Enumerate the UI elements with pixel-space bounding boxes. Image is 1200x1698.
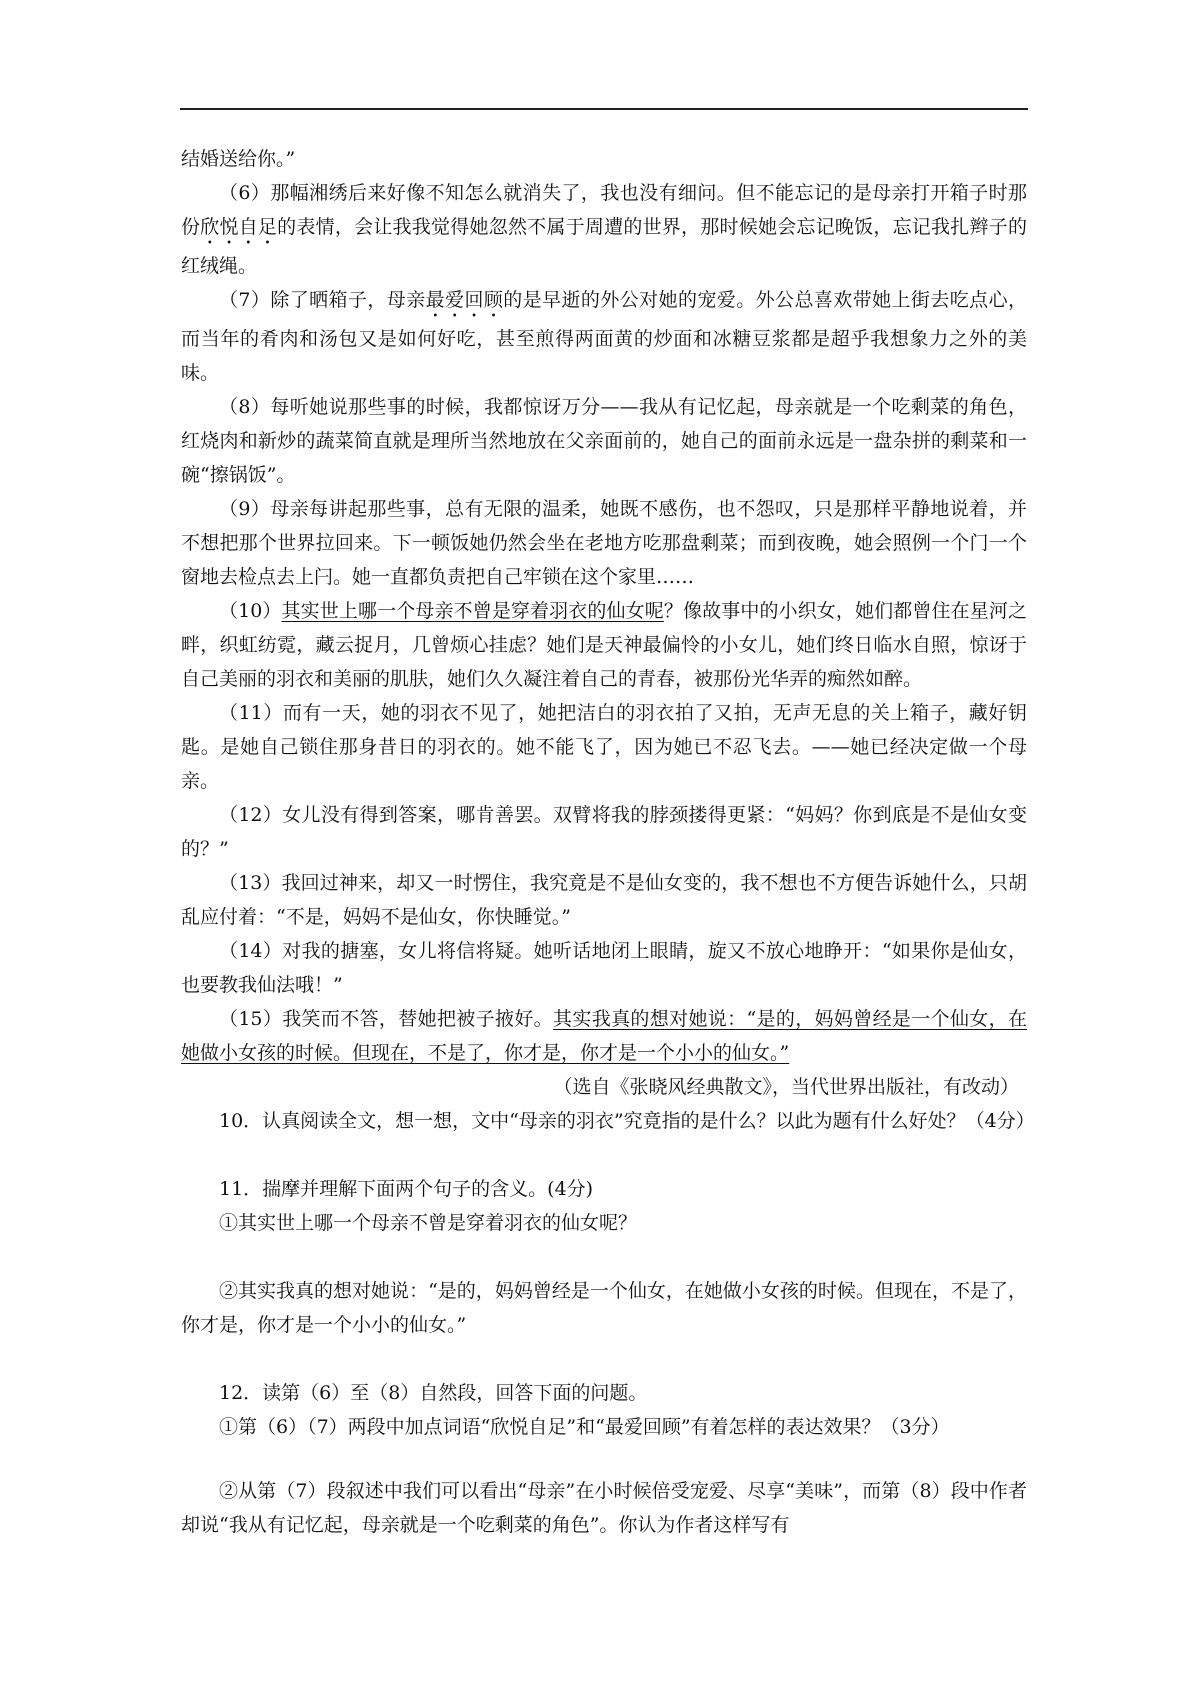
question-11-item-2: ②其实我真的想对她说：“是的，妈妈曾经是一个仙女，在她做小女孩的时候。但现在，不是了，你才是，你才是一个小小的仙女。” — [181, 1280, 1027, 1336]
paragraph-6 — [181, 176, 1027, 283]
paragraph-9: （9）母亲每讲起那些事，总有无限的温柔，她既不感伤，也不怨叹，只是那样平静地说着，并不想把那个世界拉回来。下一顿饭她仍然会坐在老地方吃那盘剩菜；而到夜晚，她会照例一个门一个窗地去检点去上闩。她一直都负责把自己牢锁在这个家里…… — [181, 498, 1027, 588]
header-rule — [180, 108, 1028, 110]
paragraph-7-post: 的是早逝的外公对她的宠爱。外公总喜欢带她上街去吃点心，而当年的肴肉和汤包又是如何好吃，甚至煎得两面黄的炒面和冰糖豆浆都是超乎我想象力之外的美味。 — [181, 289, 1027, 384]
question-11-stem: 11．揣摩并理解下面两个句子的含义。(4分) — [219, 1178, 594, 1200]
source-citation: （选自《张晓风经典散文》，当代世界出版社，有改动） — [553, 1076, 1019, 1098]
dotted-word-xinyue-zizu: 欣悦自足 — [200, 216, 278, 238]
answer-space-q10 — [181, 1138, 1027, 1172]
question-12-item-1: ①第（6）（7）两段中加点词语“欣悦自足”和“最爱回顾”有着怎样的表达效果？（3分） — [219, 1416, 950, 1438]
answer-space-q12-1 — [181, 1444, 1027, 1474]
paragraph-5-tail: 结婚送给你。” — [181, 148, 296, 170]
question-12-item-2: ②从第（7）段叙述中我们可以看出“母亲”在小时候倍受宠爱、尽享“美味”，而第（8）段中作者却说“我从有记忆起，母亲就是一个吃剩菜的角色”。你认为作者这样写有 — [181, 1480, 1027, 1536]
paragraph-10-pre: （10） — [219, 600, 282, 622]
paragraph-11: （11）而有一天，她的羽衣不见了，她把洁白的羽衣拍了又拍，无声无息的关上箱子，藏好钥匙。是她自己锁住那身昔日的羽衣的。她不能飞了，因为她已不忍飞去。——她已经决定做一个母亲。 — [181, 702, 1027, 792]
question-12-stem: 12．读第（6）至（8）自然段，回答下面的问题。 — [219, 1382, 648, 1404]
paragraph-8: （8）每听她说那些事的时候，我都惊讶万分——我从有记忆起，母亲就是一个吃剩菜的角色，红烧肉和新炒的蔬菜简直就是理所当然地放在父亲面前的，她自己的面前永远是一盘杂拼的剩菜和一碗“擦锅饭”。 — [181, 396, 1027, 486]
paragraph-10 — [181, 594, 1027, 696]
underlined-sentence-2: 其实我真的想对她说：“是的，妈妈曾经是一个仙女，在她做小女孩的时候。但现在，不是了，你才是，你才是一个小小的仙女。” — [181, 1008, 1027, 1064]
paragraph-15-pre: （15）我笑而不答，替她把被子掖好。 — [219, 1008, 554, 1030]
underlined-sentence-1: 其实世上哪一个母亲不曾是穿着羽衣的仙女呢 — [281, 600, 664, 622]
paragraph-6-post: 的表情，会让我我觉得她忽然不属于周遭的世界，那时候她会忘记晚饭，忘记我扎辫子的红绒绳。 — [181, 216, 1027, 277]
paragraph-6-pre: （6）那幅湘绣后来好像不知怎么就消失了，我也没有细问。但不能忘记的是母亲打开箱子时那份 — [181, 182, 1027, 238]
paragraph-15 — [181, 1002, 1027, 1070]
paragraph-13: （13）我回过神来，却又一时愣住，我究竟是不是仙女变的，我不想也不方便告诉她什么，只胡乱应付着：“不是，妈妈不是仙女，你快睡觉。” — [181, 872, 1027, 928]
paragraph-12: （12）女儿没有得到答案，哪肯善罢。双臂将我的脖颈搂得更紧：“妈妈？你到底是不是仙女变的？” — [181, 804, 1027, 860]
paragraph-14: （14）对我的搪塞，女儿将信将疑。她听话地闭上眼睛，旋又不放心地睁开：“如果你是仙女，也要教我仙法哦！” — [181, 940, 1027, 996]
document-content — [181, 142, 1035, 1542]
paragraph-7 — [181, 283, 1027, 390]
question-10: 10．认真阅读全文，想一想，文中“母亲的羽衣”究竟指的是什么？以此为题有什么好处？（4分） — [219, 1110, 1035, 1132]
answer-space-q11-1 — [181, 1240, 1027, 1274]
answer-space-q11-2 — [181, 1342, 1027, 1376]
question-11-item-1: ①其实世上哪一个母亲不曾是穿着羽衣的仙女呢？ — [219, 1212, 638, 1234]
dotted-word-zuiai-huigu: 最爱回顾 — [425, 289, 504, 311]
paragraph-10-post: ？像故事中的小织女，她们都曾住在星河之畔，织虹纺霓，藏云捉月，几曾烦心挂虑？她们是天神最偏怜的小女儿，她们终日临水自照，惊讶于自己美丽的羽衣和美丽的肌肤，她们久久凝注着自己的青春，被那份光华弄的痴然如醉。 — [181, 600, 1027, 690]
paragraph-7-pre: （7）除了晒箱子，母亲 — [219, 289, 426, 311]
